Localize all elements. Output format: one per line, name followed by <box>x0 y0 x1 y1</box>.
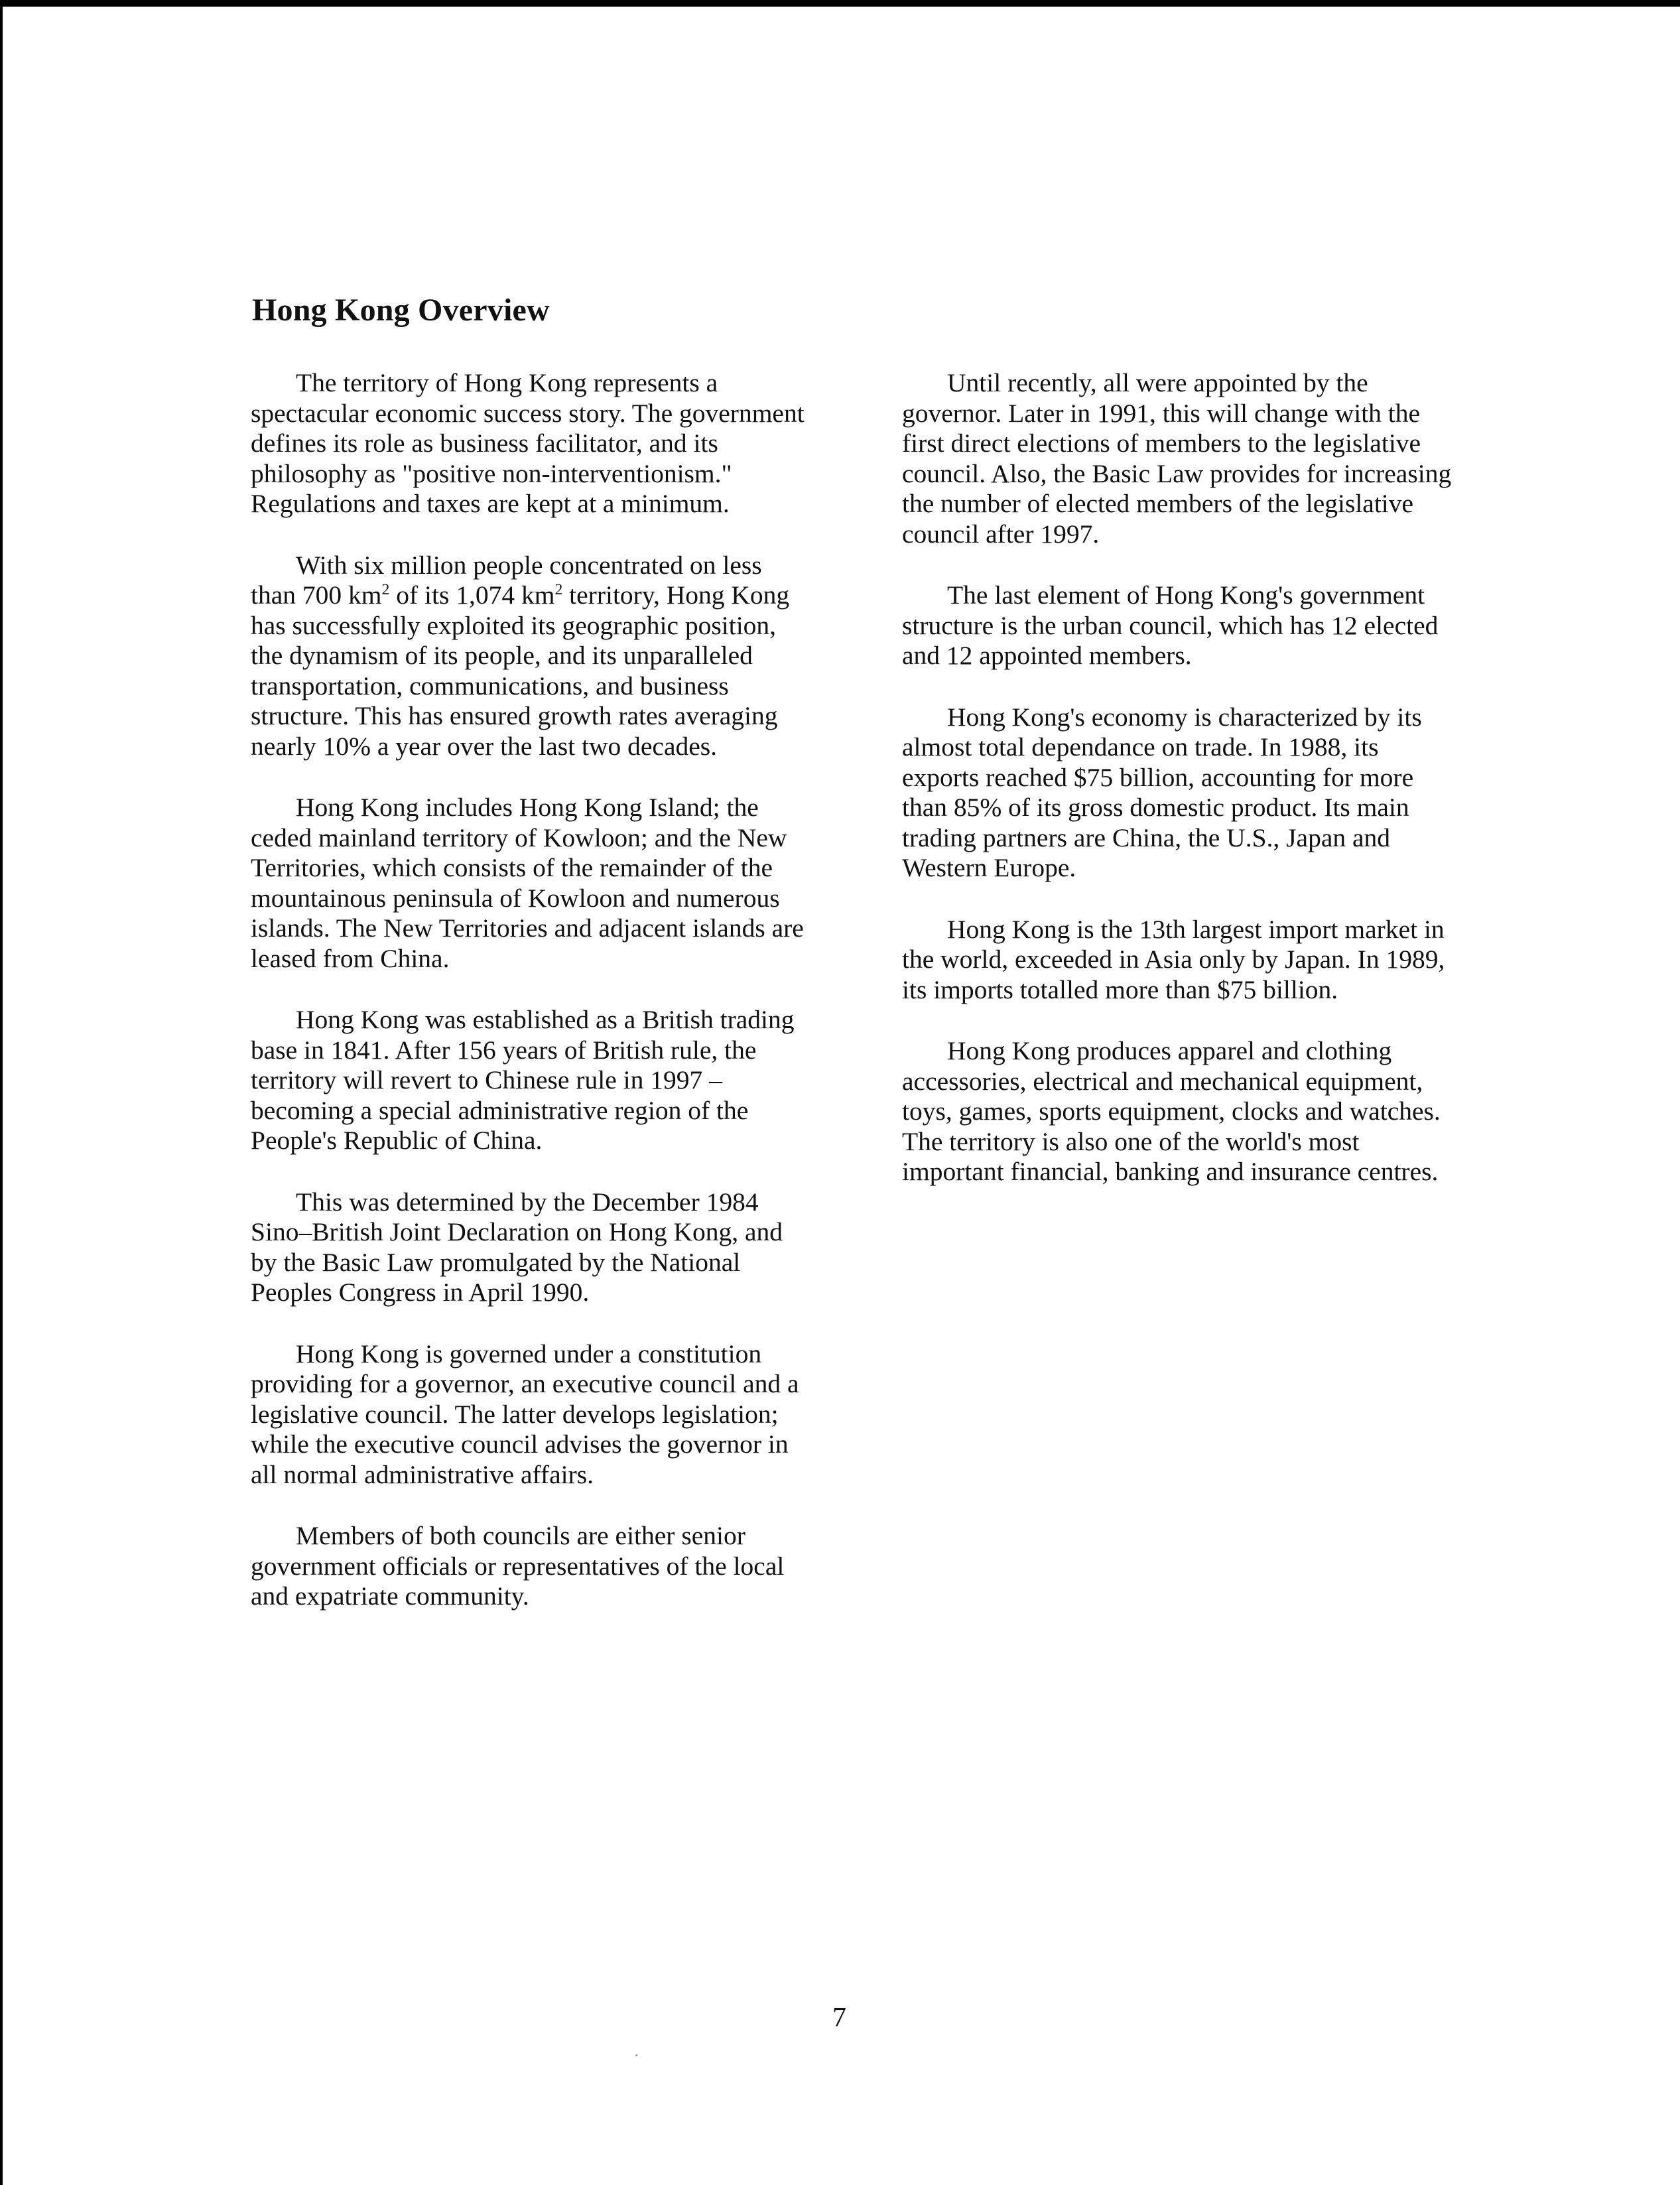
unit-exponent: 2 <box>554 580 563 598</box>
unit-text: km <box>348 580 382 610</box>
unit-exponent: 2 <box>381 580 390 598</box>
paragraph-text: of its 1,074 <box>389 580 521 610</box>
area-unit <box>521 580 562 610</box>
paragraph-text: territory, Hong Kong has successfully exploited its geographic position, the dynamism of its people, and its unparalleled transportation, communications, and business structure. This has ensured growth rates averaging nearly 10% a year over the last two decades. <box>251 580 790 761</box>
paragraph-text: With six million people concentrated on less than 700 <box>251 550 762 610</box>
left-column <box>251 368 808 1643</box>
paragraph-british-history: Hong Kong was established as a British trading base in 1841. After 156 years of British rule, the territory will revert to Chinese rule in 1997 – becoming a special administrative region of the People's Republic of China. <box>251 1005 795 1155</box>
paragraph-appointments-elections: Until recently, all were appointed by the governor. Later in 1991, this will change with the first direct elections of members to the legislative council. Also, the Basic Law provides for increasing the number of elected members of the legislative council after 1997. <box>902 368 1452 549</box>
scan-speck <box>635 2054 637 2056</box>
paragraph-government-structure: Hong Kong is governed under a constitution providing for a governor, an executive council and a legislative council. The latter develops legislation; while the executive council advises the governor in all normal administrative affairs. <box>251 1339 799 1489</box>
paragraph-urban-council: The last element of Hong Kong's government structure is the urban council, which has 12 elected and 12 appointed members. <box>902 580 1439 670</box>
area-unit <box>348 580 389 610</box>
right-column <box>902 368 1459 1219</box>
paragraph-trade-economy: Hong Kong's economy is characterized by its almost total dependance on trade. In 1988, its exports reached $75 billion, accounting for more than 85% of its gross domestic product. Its main trading partners are China, the U.S., Japan and Western Europe. <box>902 702 1422 882</box>
page-title: Hong Kong Overview <box>252 293 550 328</box>
unit-text: km <box>521 580 555 610</box>
paragraph-territory-composition: Hong Kong includes Hong Kong Island; the ceded mainland territory of Kowloon; and the New Territories, which consists of the remainder of the mountainous peninsula of Kowloon and numerous islands. The New Territories and adjacent islands are leased from China. <box>251 793 804 973</box>
paragraph-council-members: Members of both councils are either senior government officials or representatives of the local and expatriate community. <box>251 1521 785 1611</box>
paragraph-joint-declaration: This was determined by the December 1984 Sino–British Joint Declaration on Hong Kong, and by the Basic Law promulgated by the National Peoples Congress in April 1990. <box>251 1187 783 1307</box>
scan-top-edge <box>0 0 1680 7</box>
paragraph-products-finance: Hong Kong produces apparel and clothing accessories, electrical and mechanical equipment, toys, games, sports equipment, clocks and watches. The territory is also one of the world's most important financial, banking and insurance centres. <box>902 1036 1441 1186</box>
paragraph-import-market: Hong Kong is the 13th largest import market in the world, exceeded in Asia only by Japan. In 1989, its imports totalled more than $75 billion. <box>902 914 1445 1004</box>
page-number: 7 <box>832 2003 846 2033</box>
paragraph-population-geography <box>251 551 808 762</box>
paragraph-economic-success: The territory of Hong Kong represents a spectacular economic success story. The government defines its role as business facilitator, and its philosophy as "positive non-interventionism." Regulations and taxes are kept at a minimum. <box>251 368 805 518</box>
scan-left-edge <box>0 0 3 2185</box>
